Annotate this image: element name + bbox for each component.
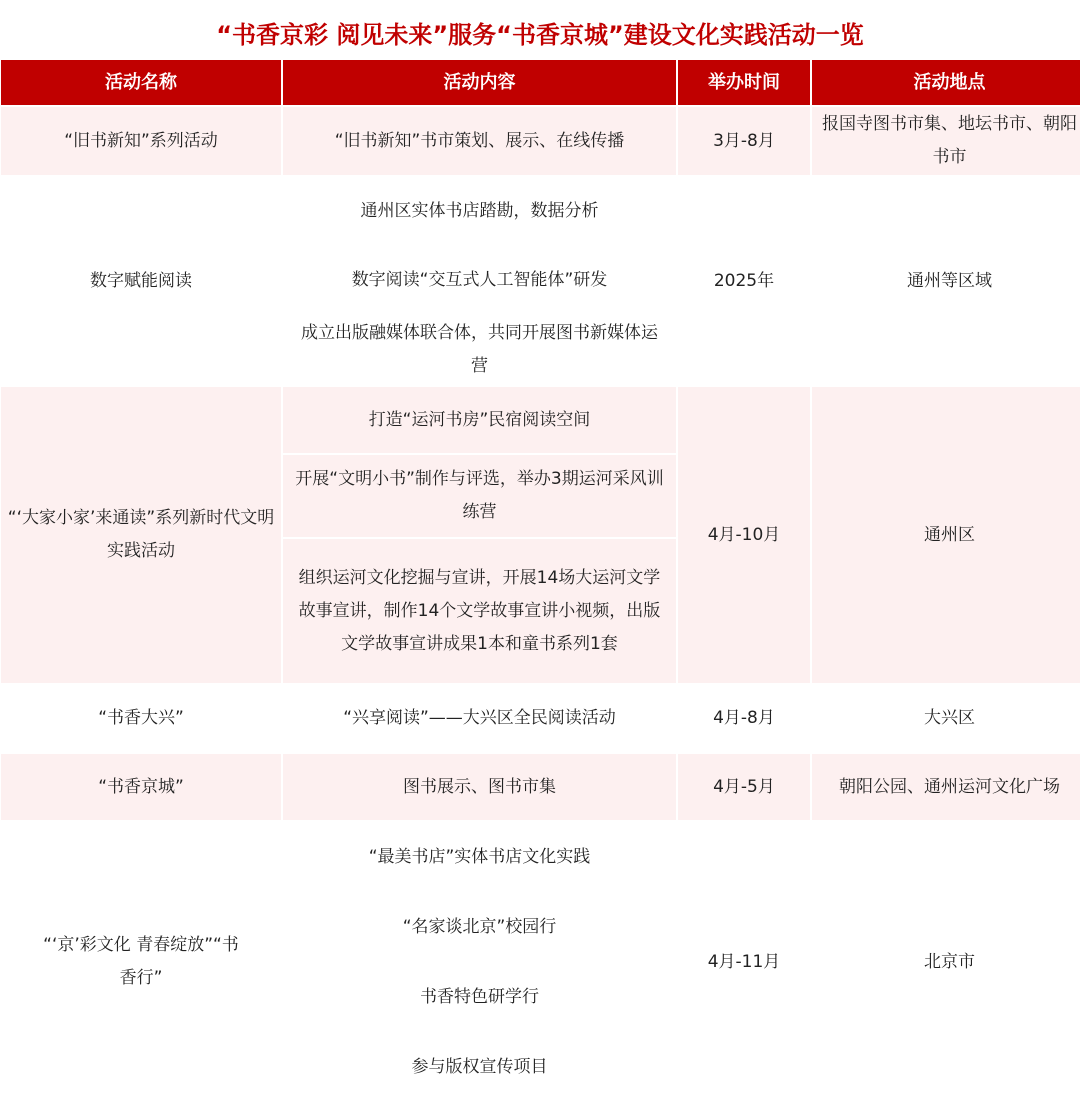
content-item: 通州区实体书店踏勘，数据分析	[360, 201, 599, 222]
content-item: 书香特色研学行	[420, 986, 539, 1007]
content-item: 数字阅读“交互式人工智能体”研发	[351, 270, 608, 291]
activity-place: 通州等区域	[907, 270, 992, 291]
activity-name: “‘京’彩文化 青春绽放”“书香行”	[43, 935, 239, 988]
content-item: 组织运河文化挖掘与宣讲，开展14场大运河文学故事宣讲，制作14个文学故事宣讲小视频，出版文学故事宣讲成果1本和童书系列1套	[283, 539, 676, 683]
activity-content	[283, 177, 676, 385]
content-item: “最美书店”实体书店文化实践	[368, 846, 591, 867]
activity-content	[283, 822, 676, 1102]
activity-time: 4月-11月	[707, 951, 781, 972]
activity-name: “书香大兴”	[98, 708, 184, 728]
activity-time: 3月-8月	[678, 107, 810, 175]
page-title: “书香京彩 阅见未来”服务“书香京城”建设文化实践活动一览	[216, 20, 864, 49]
activity-place: 大兴区	[924, 708, 975, 728]
table-row	[1, 177, 1080, 385]
content-item: 参与版权宣传项目	[411, 1056, 548, 1077]
content-item: 成立出版融媒体联合体，共同开展图书新媒体运营	[301, 323, 658, 377]
table-row	[1, 754, 1080, 820]
activity-place: 通州区	[812, 387, 1080, 683]
header-place: 活动地点	[812, 60, 1080, 105]
activity-name: “书香京城”	[1, 754, 281, 820]
content-item: “名家谈北京”校园行	[402, 916, 557, 937]
header-time: 举办时间	[678, 60, 810, 105]
table-row	[1, 822, 1080, 1102]
activity-content	[283, 387, 676, 683]
table-row	[1, 107, 1080, 175]
activity-place: 朝阳公园、通州运河文化广场	[812, 754, 1080, 820]
activity-content: 图书展示、图书市集	[283, 754, 676, 820]
table-row	[1, 685, 1080, 752]
activity-content: “旧书新知”书市策划、展示、在线传播	[283, 107, 676, 175]
table-header	[1, 60, 1080, 105]
header-activity-name: 活动名称	[1, 60, 281, 105]
activity-time: 4月-5月	[678, 754, 810, 820]
activity-content: “兴享阅读”——大兴区全民阅读活动	[343, 708, 616, 728]
activity-name: 数字赋能阅读	[90, 270, 192, 291]
activity-name: “旧书新知”系列活动	[1, 107, 281, 175]
activity-time: 4月-8月	[713, 708, 775, 728]
header-activity-content: 活动内容	[283, 60, 676, 105]
content-item: 打造“运河书房”民宿阅读空间	[283, 387, 676, 453]
activity-place: 报国寺图书市集、地坛书市、朝阳书市	[812, 107, 1080, 175]
content-item: 开展“文明小书”制作与评选，举办3期运河采风训练营	[283, 455, 676, 537]
table-row	[1, 387, 1080, 683]
activity-time: 4月-10月	[678, 387, 810, 683]
activity-name: “‘大家小家’来通读”系列新时代文明实践活动	[1, 387, 281, 683]
activity-time: 2025年	[713, 270, 775, 291]
activity-place: 北京市	[924, 951, 975, 972]
